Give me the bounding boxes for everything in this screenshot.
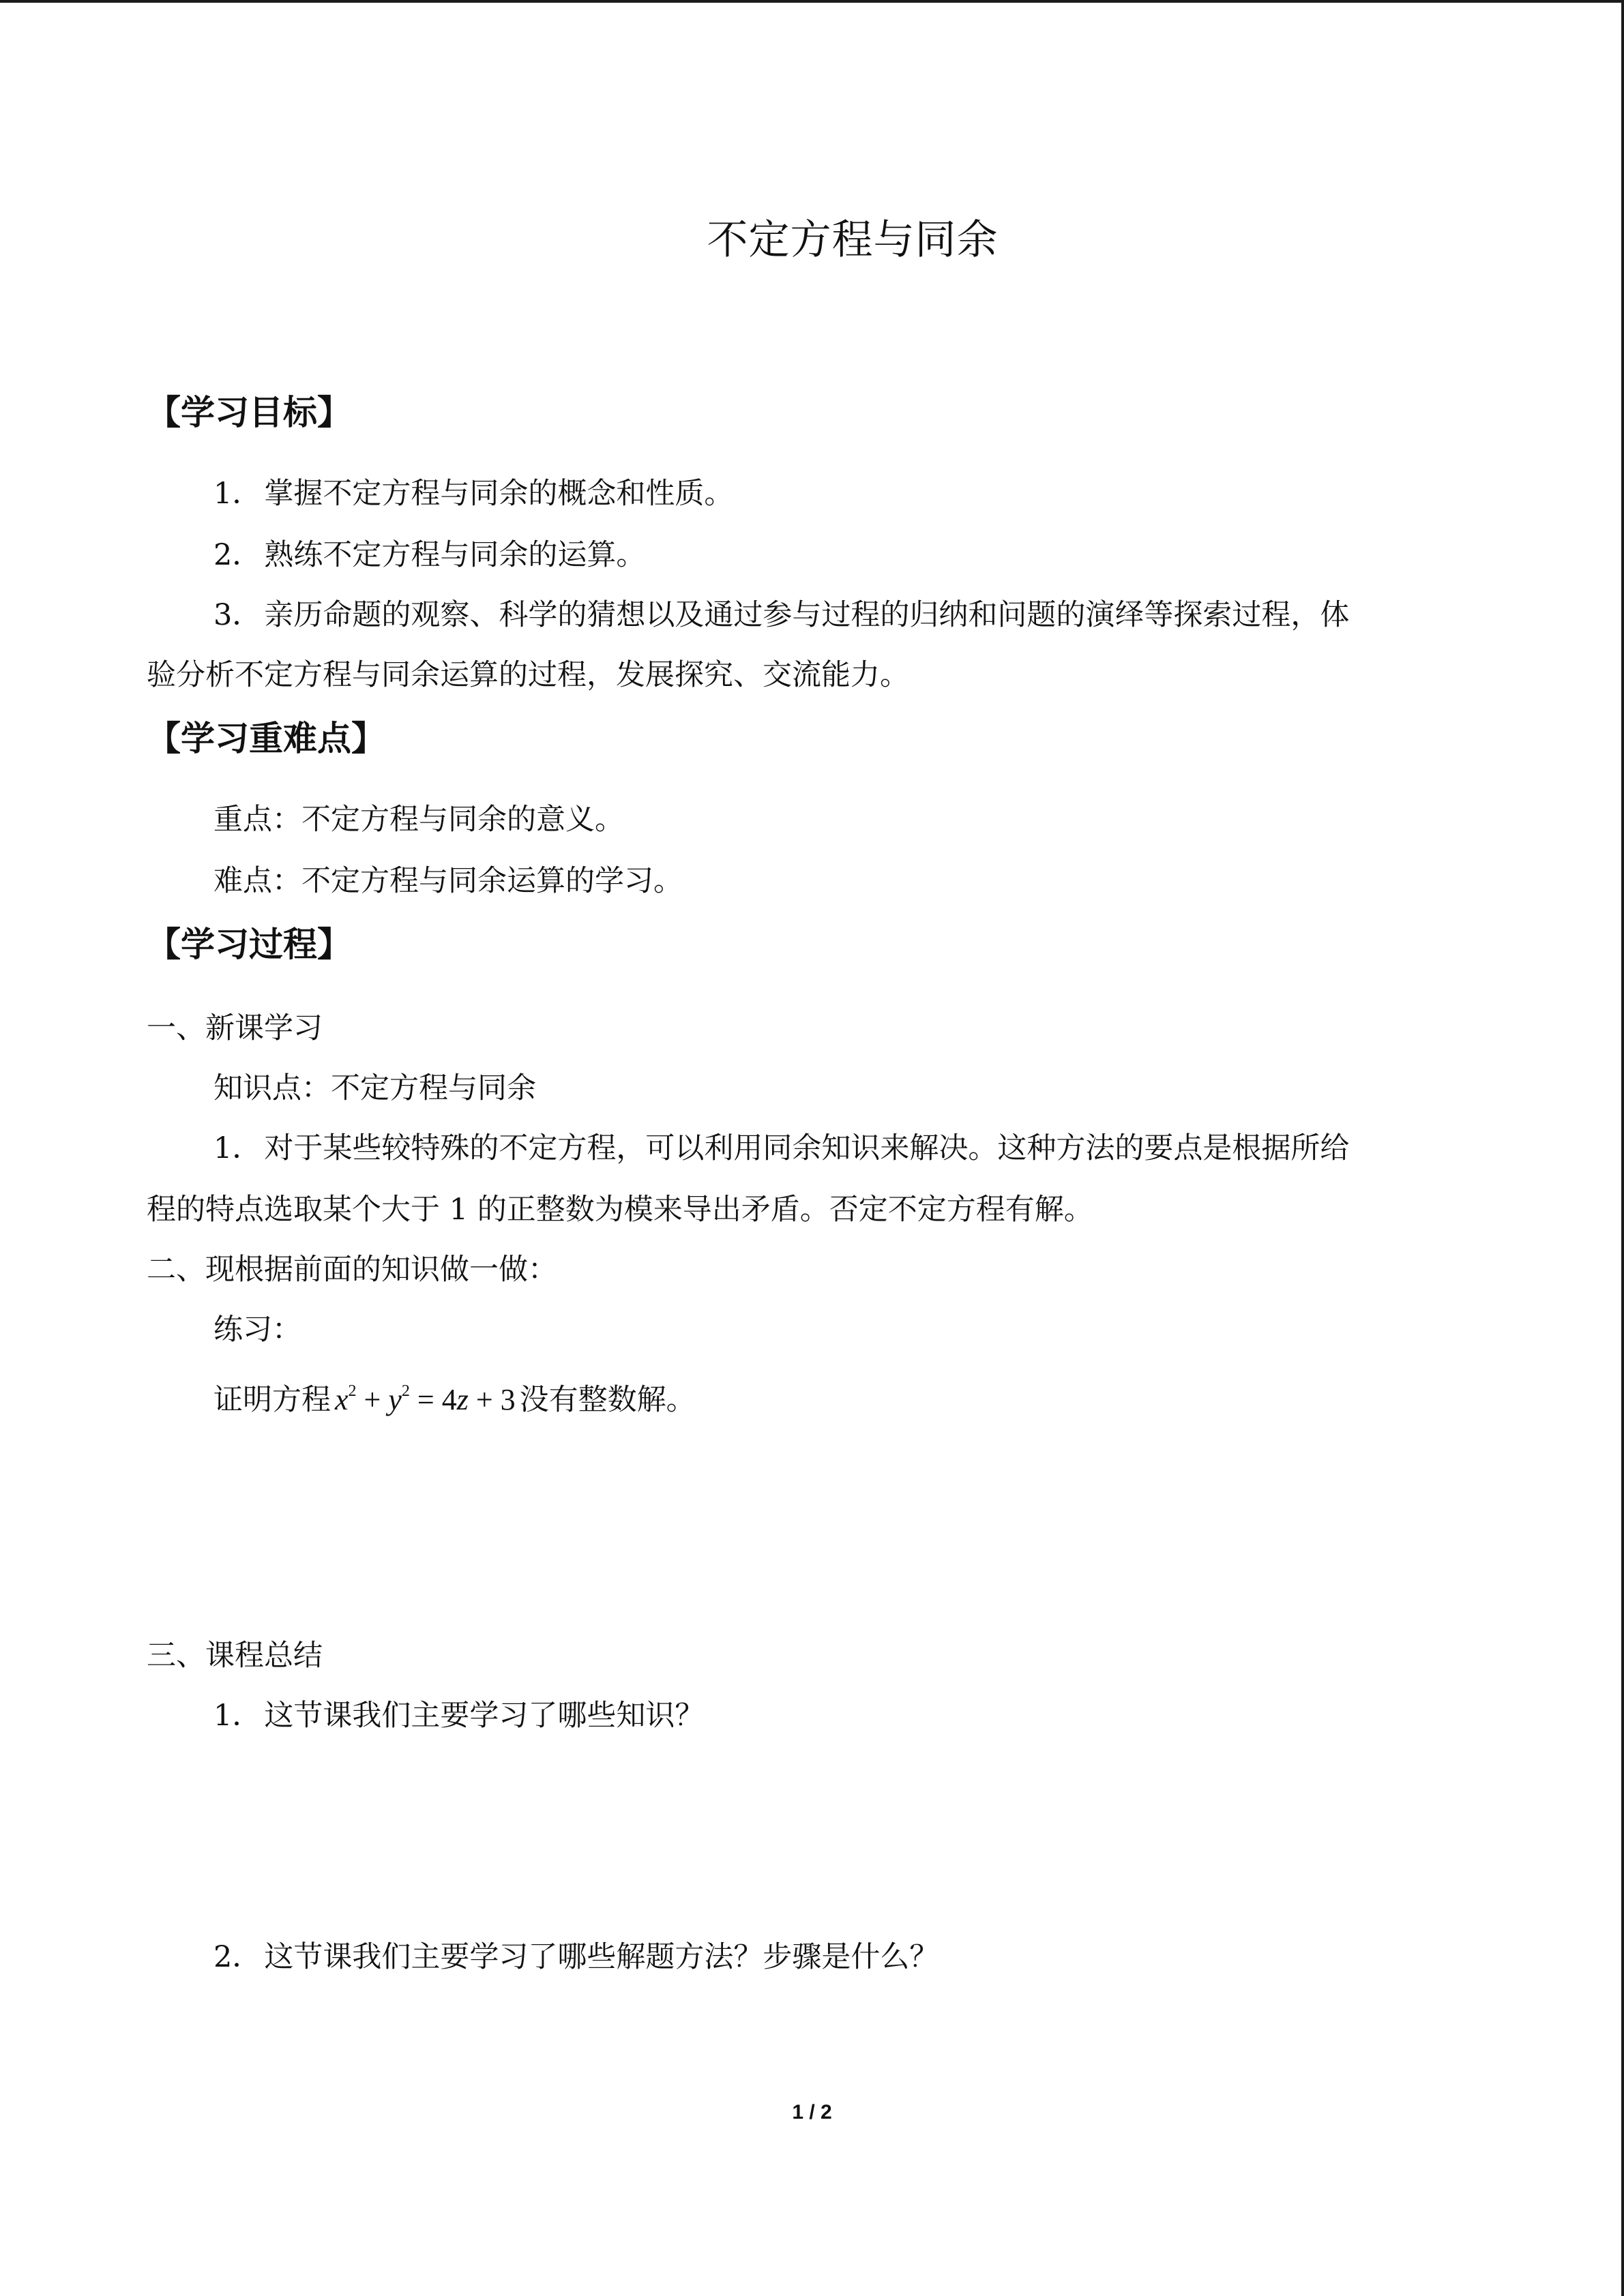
right-border-line [1621, 0, 1624, 2296]
equation-equals: = [417, 1383, 434, 1416]
difficulty-point: 难点：不定方程与同余运算的学习。 [213, 864, 683, 898]
part3-title: 三、课程总结 [147, 1639, 323, 1673]
objective-item-number: 3． [213, 598, 262, 632]
equation-coefficient: 4 [441, 1383, 457, 1416]
objective-item-number: 1． [213, 477, 262, 511]
objective-item-text: 掌握不定方程与同余的概念和性质。 [264, 477, 734, 511]
part1-title: 一、新课学习 [147, 1011, 323, 1045]
objective-item-text: 亲历命题的观察、科学的猜想以及通过参与过程的归纳和问题的演绎等探索过程，体 [264, 598, 1350, 632]
equation-constant: 3 [500, 1383, 516, 1416]
equation-exponent-1: 2 [348, 1382, 357, 1400]
summary-question-text: 这节课我们主要学习了哪些知识？ [264, 1699, 705, 1733]
equation-plus-1: + [364, 1383, 381, 1416]
page-number: 1 / 2 [792, 2101, 832, 2123]
key-points-heading: 【学习重难点】 [147, 719, 385, 758]
part2-title: 二、现根据前面的知识做一做： [147, 1253, 557, 1287]
process-heading: 【学习过程】 [147, 925, 351, 964]
equation-var-x: x [335, 1383, 349, 1416]
exercise-label: 练习： [213, 1313, 301, 1347]
page-title: 不定方程与同余 [707, 216, 999, 264]
summary-question-number: 2． [213, 1940, 262, 1974]
equation-var-z: z [456, 1383, 469, 1416]
summary-question-text: 这节课我们主要学习了哪些解题方法？步骤是什么？ [264, 1940, 939, 1974]
objective-item-3 [213, 595, 1349, 636]
summary-question-2 [213, 1937, 939, 1978]
focus-point: 重点：不定方程与同余的意义。 [213, 803, 624, 837]
knowledge-item-1-continuation: 程的特点选取某个大于 1 的正整数为模来导出矛盾。否定不定方程有解。 [147, 1193, 1093, 1227]
knowledge-item-text: 对于某些较特殊的不定方程，可以利用同余知识来解决。这种方法的要点是根据所给 [264, 1131, 1350, 1165]
knowledge-item-1 [213, 1128, 1349, 1169]
exercise-suffix: 没有整数解。 [519, 1383, 696, 1417]
top-border-line [0, 0, 1624, 3]
exercise-prefix: 证明方程 [213, 1383, 331, 1417]
knowledge-point: 知识点：不定方程与同余 [213, 1071, 536, 1105]
equation-var-y: y [388, 1383, 402, 1416]
equation-plus-2: + [475, 1383, 493, 1416]
exercise-statement [213, 1371, 696, 1420]
summary-question-1 [213, 1695, 704, 1736]
equation [335, 1383, 516, 1416]
objective-item-3-continuation: 验分析不定方程与同余运算的过程，发展探究、交流能力。 [147, 658, 909, 692]
objective-item-number: 2． [213, 538, 262, 572]
knowledge-item-number: 1． [213, 1131, 262, 1165]
objective-item-1 [213, 473, 733, 514]
equation-exponent-2: 2 [401, 1382, 410, 1400]
objectives-heading: 【学习目标】 [147, 393, 351, 432]
objective-item-text: 熟练不定方程与同余的运算。 [264, 538, 646, 572]
objective-item-2 [213, 535, 645, 576]
summary-question-number: 1． [213, 1699, 262, 1733]
